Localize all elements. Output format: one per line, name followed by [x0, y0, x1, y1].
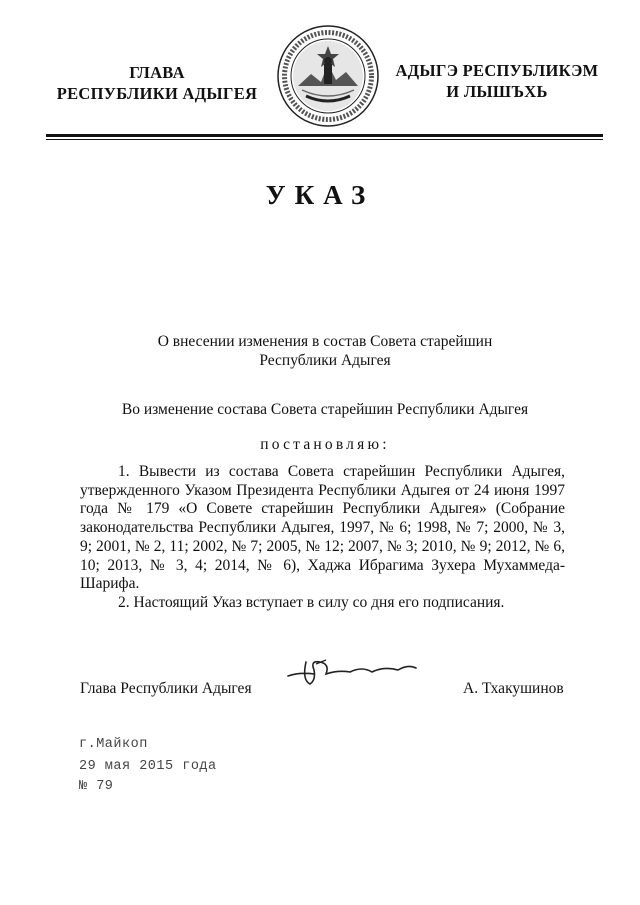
coat-of-arms-icon [276, 24, 380, 128]
header-left-line2: РЕСПУБЛИКИ АДЫГЕЯ [56, 84, 258, 103]
stamp-number: № 79 [79, 779, 114, 794]
signatory-name: А. Тхакушинов [463, 680, 564, 697]
decree-item-2: 2. Настоящий Указ вступает в силу со дня его подписания. [118, 594, 505, 611]
header-divider-thin [46, 139, 603, 140]
signatory-title: Глава Республики Адыгея [80, 680, 252, 697]
document-subject [140, 332, 510, 370]
preamble: Во изменение состава Совета старейшин Республики Адыгея [121, 401, 529, 418]
header-right-line1: АДЫГЭ РЕСПУБЛИКЭМ [395, 61, 599, 80]
subject-line-2: Республики Адыгея [259, 352, 391, 369]
header-right [392, 60, 602, 102]
stamp-place: г.Майкоп [79, 737, 148, 752]
header-left-line1: ГЛАВА [129, 63, 185, 82]
subject-line-1: О внесении изменения в состав Совета старейшин [157, 333, 493, 350]
header-right-line2: И ЛЫШЪХЬ [446, 82, 548, 101]
handwritten-signature-icon [280, 650, 420, 690]
header-divider-thick [46, 134, 603, 137]
document-title: УКАЗ [265, 180, 375, 210]
decree-word: постановляю: [260, 436, 390, 453]
stamp-date: 29 мая 2015 года [79, 759, 217, 774]
header-left [48, 62, 266, 104]
decree-item-1: 1. Вывести из состава Совета старейшин Республики Адыгея, утвержденного Указом Президента Республики Адыгея от 24 июня 1997 года № 179 «О Совете старейшин Республики Адыгея» (Собрание законодательства Республики Адыгея, 1997, № 6; 1998, № 7; 2000, № 3, 9; 2001, № 2, 11; 2002, № 7; 2005, № 12; 2007, № 3; 2010, № 9; 2012, № 6, 10; 2013, № 3, 4; 2014, № 6), Хаджа Ибрагима Зухера Мухаммеда-Шарифа. [80, 463, 565, 593]
